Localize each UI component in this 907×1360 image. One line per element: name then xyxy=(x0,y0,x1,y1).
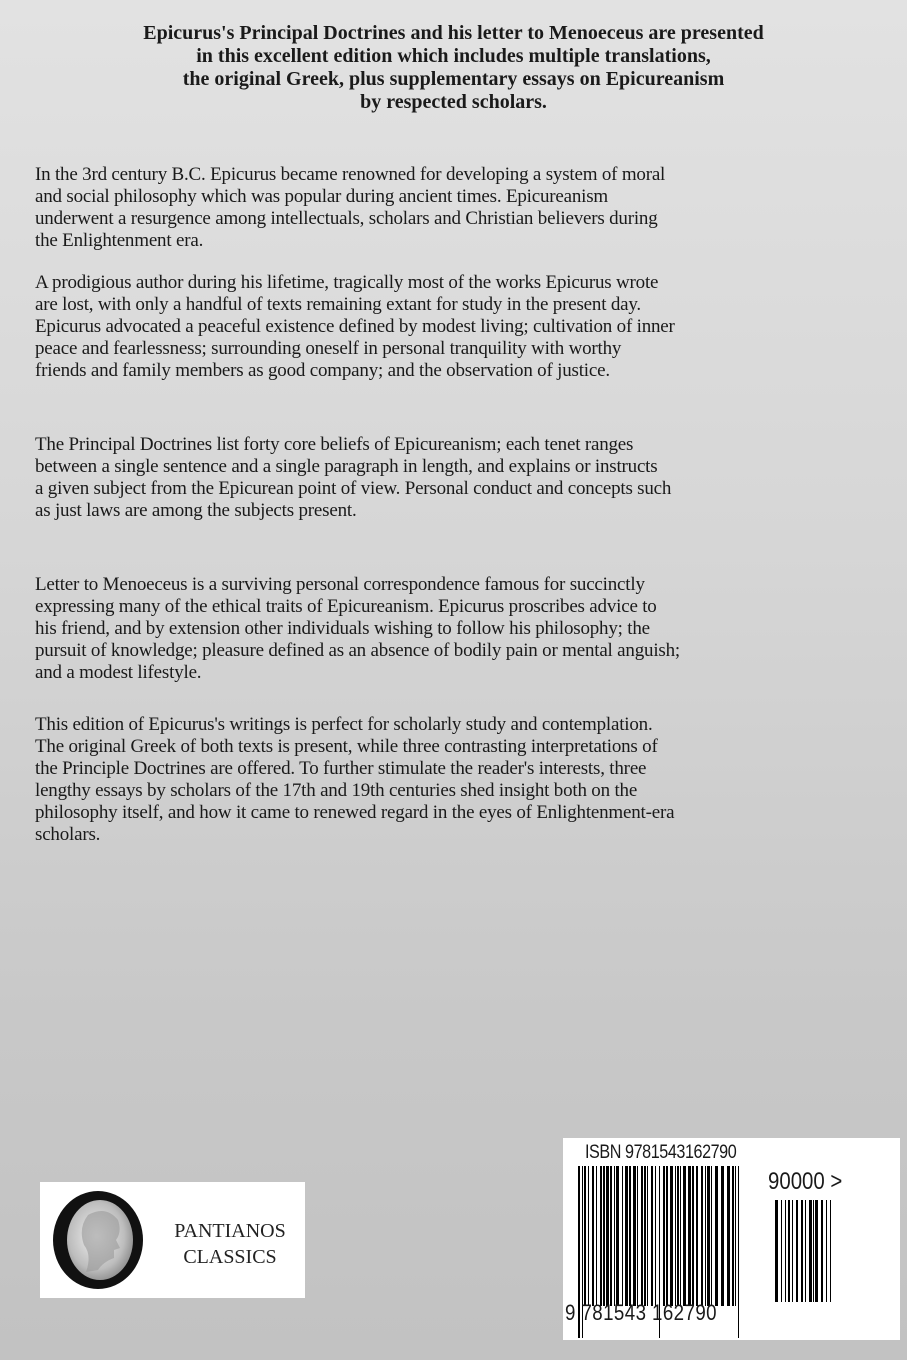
text-line: philosophy itself, and how it came to renewed regard in the eyes of Enlightenment-era xyxy=(35,802,675,823)
headline-line: by respected scholars. xyxy=(360,91,547,113)
text-line: the Enlightenment era. xyxy=(35,230,204,251)
barcode-bar xyxy=(705,1166,706,1306)
text-line: as just laws are among the subjects present. xyxy=(35,500,357,521)
publisher-logo xyxy=(40,1182,305,1298)
headline-line: Epicurus's Principal Doctrines and his letter to Menoeceus are presented xyxy=(143,22,764,44)
coin-portrait-icon xyxy=(48,1190,148,1290)
text-line: a given subject from the Epicurean point of view. Personal conduct and concepts such xyxy=(35,478,672,499)
text-line: friends and family members as good company; and the observation of justice. xyxy=(35,360,610,381)
paragraph-doctrines xyxy=(35,434,671,522)
barcode-bar xyxy=(603,1166,605,1306)
barcode-digits: 9 781543 162790 xyxy=(565,1300,717,1325)
text-line: Epicurus advocated a peaceful existence defined by modest living; cultivation of inner xyxy=(35,316,675,337)
barcode-bar xyxy=(651,1166,653,1306)
text-line: between a single sentence and a single paragraph in length, and explains or instructs xyxy=(35,456,658,477)
barcode-bar xyxy=(809,1200,812,1302)
barcode-bar xyxy=(813,1200,814,1302)
barcode-bar xyxy=(677,1166,679,1306)
paragraph-letter xyxy=(35,574,680,684)
barcode-bar xyxy=(592,1166,594,1306)
barcode-bar xyxy=(680,1166,681,1306)
barcode-bar xyxy=(614,1166,615,1306)
text-line: The Principal Doctrines list forty core beliefs of Epicureanism; each tenet ranges xyxy=(35,434,634,455)
text-line: the Principle Doctrines are offered. To further stimulate the reader's interests, three xyxy=(35,758,647,779)
barcode-bar xyxy=(655,1166,656,1306)
barcode-bar xyxy=(641,1166,643,1306)
text-line: In the 3rd century B.C. Epicurus became renowned for developing a system of moral xyxy=(35,164,666,185)
barcode-bar xyxy=(616,1166,619,1306)
barcode-bar xyxy=(588,1166,589,1306)
isbn-barcode xyxy=(563,1138,900,1340)
barcode-bar xyxy=(735,1166,736,1306)
text-line: and social philosophy which was popular during ancient times. Epicureanism xyxy=(35,186,609,207)
text-line: lengthy essays by scholars of the 17th and 19th centuries shed insight both on the xyxy=(35,780,638,801)
text-line: A prodigious author during his lifetime, tragically most of the works Epicurus wrote xyxy=(35,272,659,293)
paragraph-edition xyxy=(35,714,674,846)
barcode-bar xyxy=(692,1166,694,1306)
barcode-bar xyxy=(675,1166,676,1306)
headline-line: in this excellent edition which includes multiple translations, xyxy=(196,45,711,67)
barcode-bar xyxy=(633,1166,636,1306)
paragraph-author xyxy=(35,272,675,382)
barcode-bar xyxy=(785,1200,786,1302)
text-line: scholars. xyxy=(35,824,101,845)
text-line: pursuit of knowledge; pleasure defined as an absence of bodily pain or mental anguish; xyxy=(35,640,680,661)
barcode-bar xyxy=(796,1200,798,1302)
text-line: peace and fearlessness; surrounding oneself in personal tranquility with worthy xyxy=(35,338,622,359)
barcode-bar xyxy=(727,1166,730,1306)
barcode-bar xyxy=(732,1166,734,1306)
barcode-bar xyxy=(801,1200,803,1302)
barcode-bar xyxy=(625,1166,628,1306)
publisher-name: PANTIANOS xyxy=(174,1220,286,1242)
paragraph-intro xyxy=(35,164,665,252)
barcode-bar xyxy=(805,1200,806,1302)
barcode-bar xyxy=(600,1166,602,1306)
text-line: The original Greek of both texts is present, while three contrasting interpretations of xyxy=(35,736,658,757)
headline-line: the original Greek, plus supplementary essays on Epicureanism xyxy=(182,68,725,90)
barcode-bar xyxy=(629,1166,631,1306)
barcode-bar xyxy=(711,1166,712,1306)
barcode-bar xyxy=(788,1200,790,1302)
barcode-bar xyxy=(715,1166,718,1306)
text-line: expressing many of the ethical traits of Epicureanism. Epicurus proscribes advice to xyxy=(35,596,657,617)
barcode-bar xyxy=(826,1200,827,1302)
barcode-bar xyxy=(830,1200,831,1302)
barcode-bar xyxy=(610,1166,612,1306)
text-line: and a modest lifestyle. xyxy=(35,662,202,683)
barcode-bar xyxy=(792,1200,793,1302)
text-line: Letter to Menoeceus is a surviving personal correspondence famous for succinctly xyxy=(35,574,645,595)
barcode-bar xyxy=(596,1166,597,1306)
publisher-name-line2: CLASSICS xyxy=(183,1246,277,1268)
text-line: are lost, with only a handful of texts remaining extant for study in the present day. xyxy=(35,294,641,315)
text-line: This edition of Epicurus's writings is perfect for scholarly study and contemplation. xyxy=(35,714,653,735)
barcode-bar xyxy=(584,1166,586,1306)
barcode-bar xyxy=(707,1166,710,1306)
barcode-bar xyxy=(696,1166,698,1306)
barcode-bar xyxy=(775,1200,778,1302)
barcode-bar xyxy=(701,1166,703,1306)
barcode-bar xyxy=(721,1166,724,1306)
barcode-bar xyxy=(622,1166,623,1306)
barcode-bar xyxy=(821,1200,823,1302)
text-line: his friend, and by extension other individuals wishing to follow his philosophy; the xyxy=(35,618,650,639)
barcode-bar xyxy=(663,1166,665,1306)
barcode-bar xyxy=(637,1166,638,1306)
barcode-bar xyxy=(644,1166,646,1306)
barcode-bar xyxy=(683,1166,686,1306)
barcode-bar xyxy=(815,1200,818,1302)
price-addon: 90000 > xyxy=(768,1168,843,1195)
barcode-bar xyxy=(738,1166,739,1338)
isbn-label: ISBN 9781543162790 xyxy=(585,1142,737,1163)
barcode-bar xyxy=(606,1166,609,1306)
headline xyxy=(0,22,907,114)
barcode-bar xyxy=(647,1166,648,1306)
barcode-bar xyxy=(666,1166,668,1306)
barcode-bar xyxy=(688,1166,691,1306)
barcode-bar xyxy=(670,1166,673,1306)
barcode-bar xyxy=(781,1200,782,1302)
text-line: underwent a resurgence among intellectuals, scholars and Christian believers during xyxy=(35,208,658,229)
